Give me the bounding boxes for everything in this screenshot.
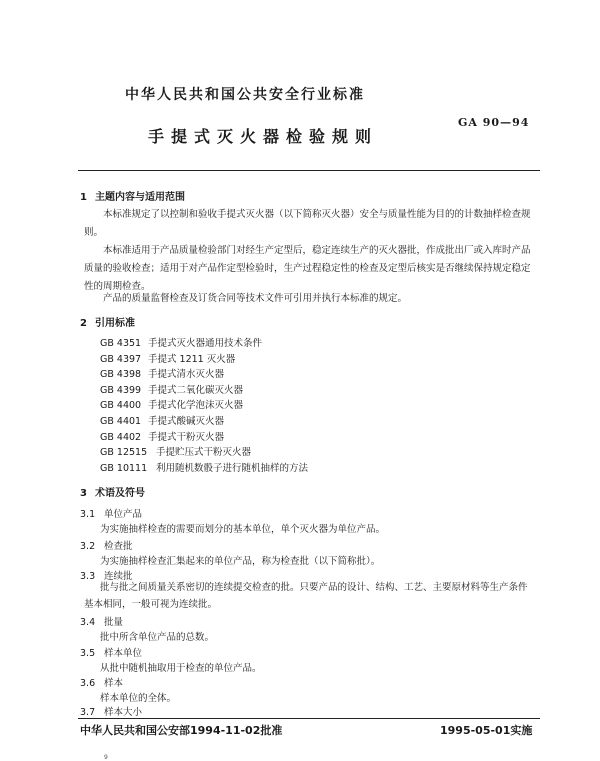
term-3-6-definition: 样本单位的全体。 xyxy=(100,693,177,704)
term-name: 样本大小 xyxy=(104,707,143,718)
term-3-4-definition: 批中所含单位产品的总数。 xyxy=(100,632,215,643)
section-2-number: 2 xyxy=(80,318,87,329)
reference-code: GB 12515 xyxy=(100,447,148,459)
term-3-2 xyxy=(80,538,133,552)
reference-name: 利用随机数骰子进行随机抽样的方法 xyxy=(156,462,309,474)
reference-item xyxy=(100,414,308,430)
term-3-1 xyxy=(80,506,142,520)
term-name: 样本 xyxy=(104,678,124,689)
section-1-number: 1 xyxy=(80,192,87,203)
reference-name: 手提式 1211 灭火器 xyxy=(148,353,236,365)
term-number: 3.3 xyxy=(80,571,96,582)
reference-code: GB 4351 xyxy=(100,338,142,349)
reference-item xyxy=(100,336,308,352)
term-number: 3.1 xyxy=(80,509,96,520)
footer-divider xyxy=(78,718,540,719)
reference-code: GB 4401 xyxy=(100,415,142,427)
section-3-title: 术语及符号 xyxy=(95,488,145,499)
reference-item xyxy=(100,352,308,368)
reference-code: GB 10111 xyxy=(100,462,148,474)
term-number: 3.5 xyxy=(80,648,96,659)
term-3-5 xyxy=(80,645,142,659)
term-3-2-definition: 为实施抽样检查汇集起来的单位产品，称为检查批（以下简称批）。 xyxy=(100,556,381,567)
implementation-date: 1995-05-01实施 xyxy=(440,724,533,737)
reference-item xyxy=(100,383,308,399)
section-2-heading xyxy=(80,314,135,329)
reference-code: GB 4397 xyxy=(100,353,142,365)
term-name: 单位产品 xyxy=(104,509,143,520)
section-3-number: 3 xyxy=(80,488,87,499)
reference-code: GB 4399 xyxy=(100,384,142,396)
reference-item xyxy=(100,445,308,461)
section-1-paragraph-3: 产品的质量监督检查及订货合同等技术文件可引用并执行本标准的规定。 xyxy=(103,293,408,304)
reference-name: 手提式二氧化碳灭火器 xyxy=(148,384,244,396)
page-corner-mark: 9 xyxy=(104,754,108,761)
section-1-title: 主题内容与适用范围 xyxy=(95,192,185,203)
header-divider xyxy=(78,170,540,171)
term-number: 3.7 xyxy=(80,707,96,718)
reference-name: 手提式灭火器通用技术条件 xyxy=(148,338,263,349)
reference-item xyxy=(100,367,308,383)
reference-code: GB 4402 xyxy=(100,431,142,443)
term-3-3-definition: 批与批之间质量关系密切的连续提交检查的批。只要产品的设计、结构、工艺、主要原材料等生产条件基本相同，一般可视为连续批。 xyxy=(84,582,528,610)
term-3-6 xyxy=(80,675,123,689)
term-3-1-definition: 为实施抽样检查的需要而划分的基本单位，单个灭火器为单位产品。 xyxy=(100,524,386,535)
approval-line: 中华人民共和国公安部1994-11-02批准 xyxy=(80,724,283,737)
section-1-paragraph-1: 本标准规定了以控制和验收手提式灭火器（以下简称灭火器）安全与质量性能为目的的计数抽样检查规则。 xyxy=(84,209,531,238)
reference-name: 手提式清水灭火器 xyxy=(148,369,225,381)
term-name: 检查批 xyxy=(104,541,133,552)
normative-references-list xyxy=(100,336,308,476)
issuing-authority: 中华人民共和国公共安全行业标准 xyxy=(125,87,365,103)
reference-item xyxy=(100,398,308,414)
term-name: 连续批 xyxy=(104,571,133,582)
reference-code: GB 4398 xyxy=(100,369,142,381)
term-name: 批量 xyxy=(104,617,124,628)
term-number: 3.4 xyxy=(80,617,96,628)
reference-name: 手提贮压式干粉灭火器 xyxy=(156,447,252,459)
reference-code: GB 4400 xyxy=(100,400,142,412)
term-3-7 xyxy=(80,704,142,718)
standard-code: GA 90—94 xyxy=(458,116,530,129)
term-3-5-definition: 从批中随机抽取用于检查的单位产品。 xyxy=(100,663,262,674)
reference-name: 手提式化学泡沫灭火器 xyxy=(148,400,244,412)
document-title: 手提式灭火器检验规则 xyxy=(148,127,379,146)
section-1-heading xyxy=(80,188,185,203)
reference-name: 手提式酸碱灭火器 xyxy=(148,415,225,427)
term-number: 3.2 xyxy=(80,541,96,552)
reference-name: 手提式干粉灭火器 xyxy=(148,431,225,443)
reference-item xyxy=(100,430,308,446)
term-number: 3.6 xyxy=(80,678,96,689)
term-name: 样本单位 xyxy=(104,648,143,659)
section-1-paragraph-2: 本标准适用于产品质量检验部门对经生产定型后，稳定连续生产的灭火器批，作成批出厂或入库时产品质量的验收检查；适用于对产品作定型检验时，生产过程稳定性的检查及定型后核实是否继续保持规定稳定性的周期检查。 xyxy=(84,245,531,292)
section-3-heading xyxy=(80,484,145,499)
reference-item xyxy=(100,461,308,477)
section-2-title: 引用标准 xyxy=(95,318,135,329)
term-3-4 xyxy=(80,614,123,628)
